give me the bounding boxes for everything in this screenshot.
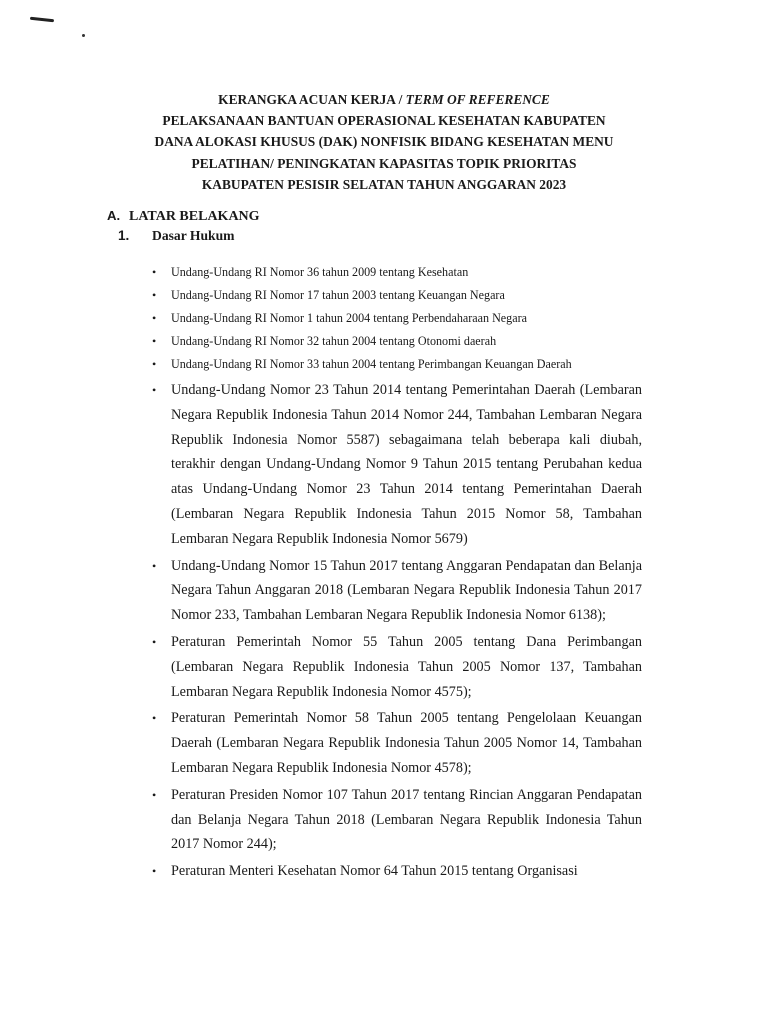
list-item [152, 554, 642, 628]
list-item-text: Undang-Undang RI Nomor 33 tahun 2004 tentang Perimbangan Keuangan Daerah [171, 357, 572, 371]
list-item-text: Undang-Undang Nomor 23 Tahun 2014 tentang Pemerintahan Daerah (Lembaran Negara Republik Indonesia Tahun 2014 Nomor 244, Tambahan Lembaran Negara Republik Indonesia Nomor 5587) sebagaimana telah beberapa kali diubah, terakhir dengan Undang-Undang Nomor 9 Tahun 2015 tentang Perubahan kedua atas Undang-Undang Nomor 23 Tahun 2014 tentang Pemerintahan Daerah (Lembaran Negara Republik Indonesia Tahun 2015 Nomor 58, Tambahan Lembaran Negara Republik Indonesia Nomor 5679) [171, 382, 642, 547]
title-line-4: PELATIHAN/ PENINGKATAN KAPASITAS TOPIK PRIORITAS [191, 155, 577, 171]
list-item-text: Undang-Undang RI Nomor 1 tahun 2004 tentang Perbendaharaan Negara [171, 311, 527, 325]
subsection-heading [118, 228, 234, 244]
scan-artifact-mark [30, 17, 54, 22]
bullet-icon: • [152, 787, 157, 802]
list-item [152, 307, 642, 330]
bullet-icon: • [152, 711, 157, 726]
subsection-number: 1. [118, 228, 130, 243]
list-item [152, 378, 642, 552]
list-item [152, 353, 642, 376]
list-item-text: Peraturan Presiden Nomor 107 Tahun 2017 tentang Rincian Anggaran Pendapatan dan Belanja Negara Tahun 2018 (Lembaran Negara Republik Indonesia Tahun 2017 Nomor 244); [171, 786, 642, 853]
title-italic: TERM OF REFERENCE [405, 92, 550, 107]
title-line-3: DANA ALOKASI KHUSUS (DAK) NONFISIK BIDANG KESEHATAN MENU [154, 134, 614, 150]
bullet-icon: • [152, 265, 157, 279]
bullet-icon: • [152, 288, 157, 302]
legal-basis-list [152, 261, 642, 885]
subsection-title: Dasar Hukum [152, 228, 235, 243]
list-item-text: Peraturan Menteri Kesehatan Nomor 64 Tahun 2015 tentang Organisasi [171, 863, 578, 880]
list-item [152, 859, 642, 884]
list-item [152, 706, 642, 780]
list-item-text: Undang-Undang RI Nomor 36 tahun 2009 tentang Kesehatan [171, 265, 469, 279]
list-item-text: Peraturan Pemerintah Nomor 58 Tahun 2005 tentang Pengelolaan Keuangan Daerah (Lembaran Negara Republik Indonesia Tahun 2005 Nomor 14, Tambahan Lembaran Negara Republik Indonesia Nomor 4578); [171, 710, 642, 776]
list-item [152, 261, 642, 284]
title-line-1 [60, 89, 708, 110]
document-title [60, 89, 708, 195]
title-main: KERANGKA ACUAN KERJA / [218, 92, 403, 107]
section-heading [107, 208, 260, 225]
list-item-text: Undang-Undang Nomor 15 Tahun 2017 tentang Anggaran Pendapatan dan Belanja Negara Tahun Anggaran 2018 (Lembaran Negara Republik Indonesia Tahun 2017 Nomor 233, Tambahan Lembaran Negara Republik Indonesia Nomor 6138); [171, 557, 642, 624]
bullet-icon: • [152, 334, 157, 348]
bullet-icon: • [152, 357, 157, 371]
section-letter: A. [107, 208, 121, 223]
list-item-text: Undang-Undang RI Nomor 32 tahun 2004 tentang Otonomi daerah [171, 334, 497, 348]
list-item-text: Undang-Undang RI Nomor 17 tahun 2003 tentang Keuangan Negara [171, 288, 505, 302]
bullet-icon: • [152, 558, 157, 573]
bullet-icon: • [152, 311, 157, 325]
bullet-icon: • [152, 634, 157, 649]
list-item-text: Peraturan Pemerintah Nomor 55 Tahun 2005 tentang Dana Perimbangan (Lembaran Negara Republik Indonesia Tahun 2005 Nomor 137, Tambahan Lembaran Negara Republik Indonesia Nomor 4575); [171, 633, 642, 700]
list-item [152, 783, 642, 857]
title-line-2: PELAKSANAAN BANTUAN OPERASIONAL KESEHATAN KABUPATEN [162, 113, 606, 129]
list-item [152, 630, 642, 704]
scan-artifact-dot [82, 34, 85, 37]
bullet-icon: • [152, 383, 157, 397]
section-title: LATAR BELAKANG [129, 209, 260, 224]
list-item [152, 330, 642, 353]
title-line-5: KABUPATEN PESISIR SELATAN TAHUN ANGGARAN 2023 [201, 176, 567, 192]
list-item [152, 284, 642, 307]
bullet-icon: • [152, 864, 157, 879]
